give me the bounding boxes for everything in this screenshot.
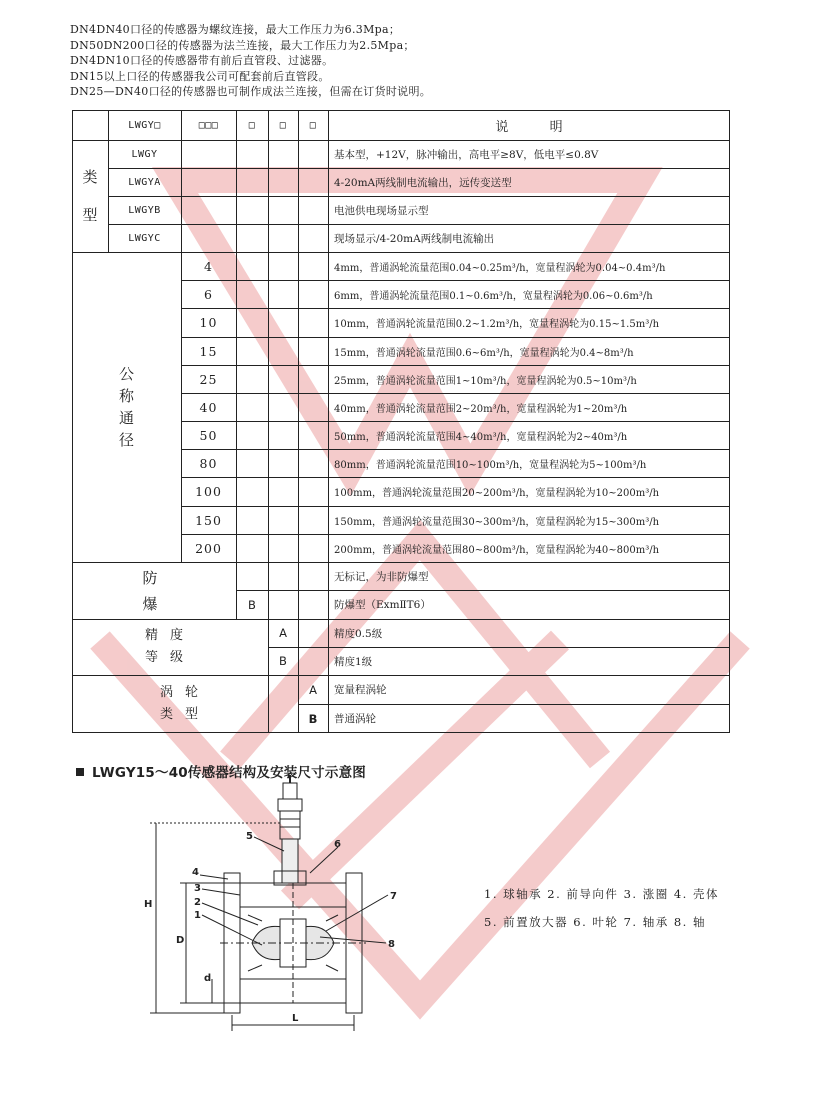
type-label-char: 型 <box>82 206 98 224</box>
dn-desc-cell: 15mm，普通涡轮流量范围0.6~6m³/h，宽量程涡轮为0.4~8m³/h <box>334 347 634 359</box>
precision-desc-cell: 精度1级 <box>334 655 373 668</box>
header-model: LWGY□ <box>128 119 161 131</box>
callout-label: 4 <box>192 867 199 878</box>
explosion-code-cell: B <box>248 597 256 612</box>
callout-label: 2 <box>194 897 201 908</box>
type-desc-cell: 4-20mA两线制电流输出，远传变送型 <box>334 176 512 189</box>
type-model-cell: LWGYA <box>128 176 161 188</box>
type-model-cell: LWGY <box>131 148 158 160</box>
callout-label: 3 <box>194 883 201 894</box>
note-line: DN15以上口径的传感器我公司可配套前后直管段。 <box>70 69 330 83</box>
dn-size-cell: 100 <box>195 484 222 499</box>
header-code-precision: □ <box>279 119 287 131</box>
dn-desc-cell: 4mm，普通涡轮流量范围0.04~0.25m³/h，宽量程涡轮为0.04~0.4m³/h <box>334 262 666 274</box>
dimension-label: L <box>292 1013 299 1024</box>
dn-label-char: 径 <box>118 431 134 449</box>
turbine-code-cell: A <box>309 682 317 697</box>
explosion-label-char: 爆 <box>142 594 166 613</box>
dn-group-label <box>72 252 181 562</box>
callout-label: 8 <box>388 939 395 950</box>
dn-desc-cell: 40mm，普通涡轮流量范围2~20m³/h，宽量程涡轮为1~20m³/h <box>334 403 628 415</box>
square-bullet-icon <box>76 768 84 776</box>
dn-desc-cell: 6mm，普通涡轮流量范围0.1~0.6m³/h，宽量程涡轮为0.06~0.6m³/h <box>334 290 653 302</box>
dimension-label: H <box>144 899 153 910</box>
callout-label: 6 <box>334 839 341 850</box>
note-line: DN4DN10口径的传感器带有前后直管段、过滤器。 <box>70 54 334 67</box>
note-line: DN25—DN40口径的传感器也可制作成法兰连接，但需在订货时说明。 <box>70 85 432 98</box>
legend-line: 1. 球轴承 2. 前导向件 3. 涨圈 4. 壳体 <box>484 887 719 901</box>
type-desc-cell: 基本型，+12V，脉冲输出，高电平≥8V，低电平≤0.8V <box>334 148 599 161</box>
precision-desc-cell: 精度0.5级 <box>334 627 383 640</box>
explosion-label-char: 防 <box>142 568 166 587</box>
explosion-code-cell <box>236 562 268 590</box>
callout-label: 5 <box>246 831 253 842</box>
type-label-char: 类 <box>82 168 98 186</box>
dn-size-cell: 40 <box>199 399 218 415</box>
dn-size-cell: 25 <box>199 371 218 387</box>
turbine-group-label <box>72 675 298 733</box>
explosion-group-label <box>72 562 236 619</box>
type-desc-cell: 电池供电现场显示型 <box>334 204 429 217</box>
turbine-label-text: 类型 <box>159 707 210 722</box>
dn-label-char: 公 <box>118 365 134 383</box>
dn-desc-cell: 80mm，普通涡轮流量范围10~100m³/h，宽量程涡轮为5~100m³/h <box>334 459 647 471</box>
header-description: 说 明 <box>495 119 563 135</box>
header-code-ex: □ <box>248 119 256 131</box>
figure-title-text: LWGY15～40传感器结构及安装尺寸示意图 <box>92 765 366 781</box>
callout-label: 7 <box>390 891 397 902</box>
dn-size-cell: 150 <box>195 512 222 528</box>
legend-line: 5. 前置放大器 6. 叶轮 7. 轴承 8. 轴 <box>484 915 706 929</box>
dn-size-cell: 50 <box>199 427 218 443</box>
dimension-label: d <box>204 973 212 984</box>
callout-label: 1 <box>194 910 201 921</box>
precision-group-label <box>72 619 268 675</box>
turbine-desc-cell: 宽量程涡轮 <box>334 684 387 696</box>
dn-desc-cell: 10mm，普通涡轮流量范围0.2~1.2m³/h，宽量程涡轮为0.15~1.5m³/h <box>334 319 660 330</box>
dn-size-cell: 4 <box>204 258 213 274</box>
dn-size-cell: 10 <box>199 315 218 330</box>
note-line: DN4DN40口径的传感器为螺纹连接，最大工作压力为6.3Mpa； <box>70 23 401 36</box>
header-code-turbine: □ <box>309 119 317 131</box>
dn-desc-cell: 150mm，普通涡轮流量范围30~300m³/h，宽量程涡轮为15~300m³/h <box>334 516 660 528</box>
header-code-dn: □□□ <box>198 119 219 131</box>
type-group-label <box>72 140 108 252</box>
dn-desc-cell: 200mm，普通涡轮流量范围80~800m³/h，宽量程涡轮为40~800m³/h <box>334 544 660 556</box>
turbine-code-cell: B <box>308 711 318 726</box>
dn-label-char: 通 <box>118 409 134 427</box>
turbine-label-text: 涡轮 <box>159 685 210 700</box>
dn-size-cell: 15 <box>199 343 218 359</box>
notes-block <box>70 22 750 100</box>
model-spec-table <box>72 110 730 733</box>
dn-size-cell: 200 <box>195 540 222 556</box>
precision-code-cell: B <box>279 654 287 668</box>
sensor-structure-drawing <box>120 775 420 1035</box>
precision-code-cell: A <box>279 626 287 640</box>
type-model-cell: LWGYC <box>128 232 161 244</box>
note-line: DN50DN200口径的传感器为法兰连接，最大工作压力为2.5Mpa； <box>70 38 415 52</box>
precision-label-text: 精度 <box>144 628 195 643</box>
dn-desc-cell: 100mm，普通涡轮流量范围20~200m³/h，宽量程涡轮为10~200m³/h <box>334 488 660 499</box>
type-desc-cell: 现场显示/4-20mA两线制电流输出 <box>334 232 495 245</box>
part-legend <box>484 880 719 936</box>
explosion-desc-cell: 无标记，为非防爆型 <box>334 570 429 583</box>
dn-desc-cell: 25mm，普通涡轮流量范围1~10m³/h，宽量程涡轮为0.5~10m³/h <box>334 375 637 387</box>
type-model-cell: LWGYB <box>128 204 161 216</box>
precision-label-text: 等级 <box>144 650 195 665</box>
turbine-desc-cell: 普通涡轮 <box>334 713 376 725</box>
explosion-desc-cell: 防爆型（ExmⅡT6） <box>334 599 431 611</box>
dn-desc-cell: 50mm，普通涡轮流量范围4~40m³/h，宽量程涡轮为2~40m³/h <box>334 431 628 443</box>
dn-size-cell: 6 <box>204 286 213 302</box>
dn-label-char: 称 <box>118 387 134 405</box>
dimension-label: D <box>176 935 185 946</box>
dn-size-cell: 80 <box>199 455 218 471</box>
